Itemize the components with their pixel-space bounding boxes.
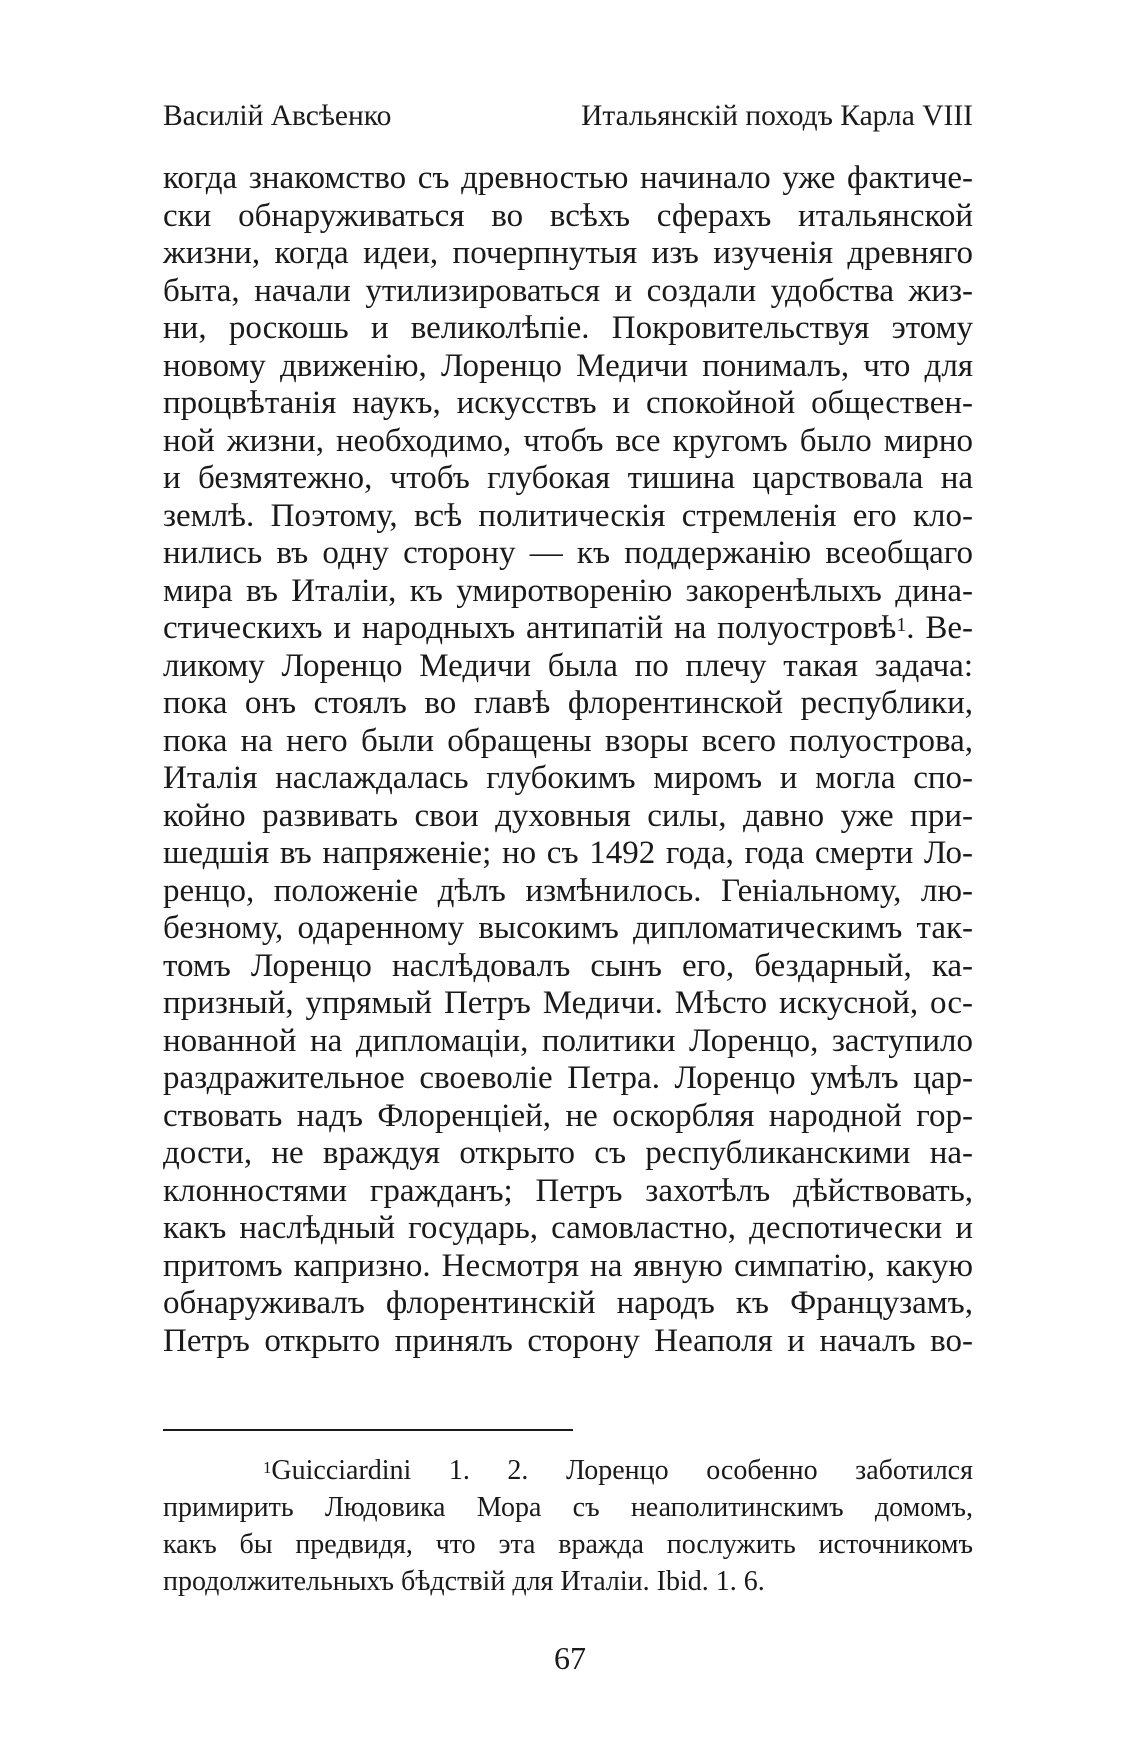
text-line: жизни, когда идеи, почерпнутыя изъ изученія древняго (163, 235, 973, 271)
text-line: пока онъ стоялъ во главѣ флорентинской республики, (163, 685, 973, 721)
text-line: процвѣтанія наукъ, искусствъ и спокойной обществен- (163, 385, 973, 421)
footnote-divider (163, 1429, 573, 1431)
text-line: Петръ открыто принялъ сторону Неаполя и началъ во- (163, 1322, 973, 1359)
text-fragment: . Ве- (906, 610, 973, 646)
text-line: Италія наслаждалась глубокимъ миромъ и могла спо- (163, 760, 973, 796)
text-line: пока на него были обращены взоры всего полуострова, (163, 722, 973, 759)
footnote-line: продолжительныхъ бѣдствій для Италіи. Ibid. 1. 6. (163, 1566, 765, 1597)
text-line: притомъ капризно. Несмотря на явную симпатію, какую (163, 1247, 973, 1284)
text-line: и безмятежно, чтобъ глубокая тишина царствовала на (163, 460, 973, 496)
text-line: когда знакомство съ древностью начинало уже фактиче- (163, 160, 973, 196)
text-line: землѣ. Поэтому, всѣ политическія стремленія его кло- (163, 497, 973, 534)
footnote-line (163, 1452, 973, 1489)
text-fragment: стическихъ и народныхъ антипатій на полуостровѣ (163, 610, 897, 646)
text-line: быта, начали утилизироваться и создали удобства жиз- (163, 272, 973, 309)
text-line: ски обнаруживаться во всѣхъ сферахъ итальянской (163, 197, 973, 234)
header-title: Итальянскій походъ Карла VIII (581, 100, 973, 132)
header-author: Василій Авсѣенко (163, 100, 392, 132)
text-line: призный, упрямый Петръ Медичи. Мѣсто искусной, ос- (163, 985, 973, 1021)
text-line: ной жизни, необходимо, чтобъ все кругомъ было мирно (163, 422, 973, 459)
footnote-text: Guicciardini 1. 2. Лоренцо особенно заботился (271, 1455, 973, 1486)
page-number: 67 (554, 1640, 586, 1676)
text-line: новому движенію, Лоренцо Медичи понималъ, что для (163, 347, 973, 384)
text-line: койно развивать свои духовныя силы, давно уже при- (163, 797, 973, 834)
text-line: раздражительное своеволіе Петра. Лоренцо умѣлъ цар- (163, 1060, 973, 1096)
text-line: клонностями гражданъ; Петръ захотѣлъ дѣйствовать, (163, 1172, 973, 1209)
text-line: ренцо, положеніе дѣлъ измѣнилось. Геніальному, лю- (163, 872, 973, 909)
main-text (163, 160, 973, 1360)
text-line: ликому Лоренцо Медичи была по плечу такая задача: (163, 647, 973, 684)
footnote-reference[interactable]: 1 (896, 614, 907, 637)
text-line: томъ Лоренцо наслѣдовалъ сынъ его, бездарный, ка- (163, 947, 973, 984)
text-line: нились въ одну сторону — къ поддержанію всеобщаго (163, 535, 973, 571)
footnote-line: примирить Людовика Мора съ неаполитинскимъ домомъ, (163, 1492, 973, 1523)
footnote-line: какъ бы предвидя, что эта вражда послужить источникомъ (163, 1529, 973, 1560)
text-line: шедшія въ напряженіе; но съ 1492 года, года смерти Ло- (163, 835, 973, 871)
text-line: обнаруживалъ флорентинскій народъ къ Французамъ, (163, 1285, 973, 1321)
text-line: мира въ Италіи, къ умиротворенію закоренѣлыхъ дина- (163, 572, 973, 609)
text-line: какъ наслѣдный государь, самовластно, деспотически и (163, 1210, 973, 1246)
text-line: безному, одаренному высокимъ дипломатическимъ так- (163, 910, 973, 946)
running-header (163, 100, 973, 140)
text-line: ни, роскошь и великолѣпіе. Покровительствуя этому (163, 310, 973, 346)
footnote (163, 1452, 973, 1600)
text-line: ствовать надъ Флоренціей, не оскорбляя народной гор- (163, 1097, 973, 1134)
text-line: дости, не враждуя открыто съ республиканскими на- (163, 1135, 973, 1171)
text-line-with-footnote-ref (163, 610, 973, 648)
text-line: нованной на дипломаціи, политики Лоренцо, заступило (163, 1022, 973, 1059)
footnote-marker: 1 (263, 1458, 272, 1478)
